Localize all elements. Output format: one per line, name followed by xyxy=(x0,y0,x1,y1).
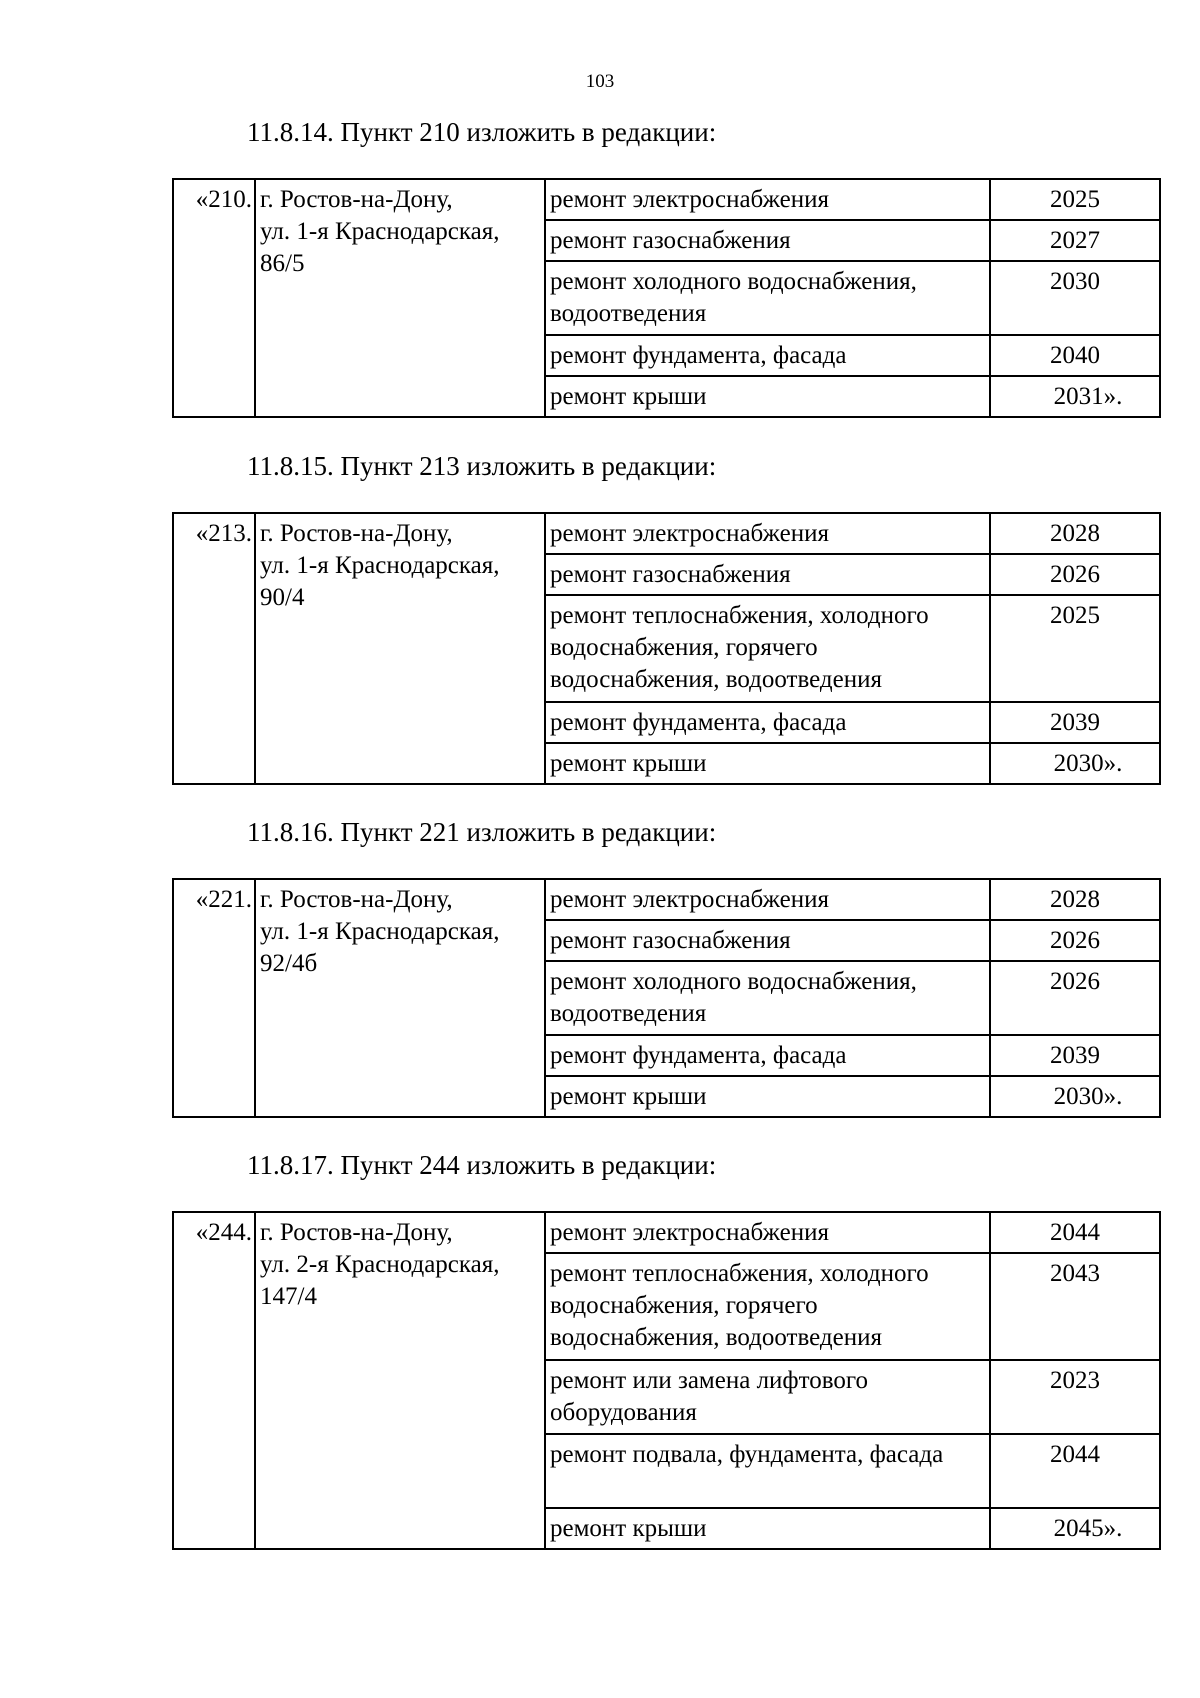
work-type: ремонт электроснабжения xyxy=(545,879,990,920)
work-type: ремонт крыши xyxy=(545,1076,990,1117)
table-row xyxy=(173,879,1160,920)
work-type: ремонт газоснабжения xyxy=(545,920,990,961)
work-year: 2030». xyxy=(1053,750,1123,777)
work-type: ремонт холодного водоснабжения, водоотведения xyxy=(545,261,990,335)
work-year: 2026 xyxy=(990,920,1160,961)
work-year-cell xyxy=(990,1508,1160,1549)
address-city: г. Ростов-на-Дону, xyxy=(260,886,453,913)
work-year-cell xyxy=(990,1076,1160,1117)
item-number: «244. xyxy=(173,1212,255,1549)
work-type: ремонт электроснабжения xyxy=(545,179,990,220)
work-year-cell xyxy=(990,743,1160,784)
work-type: ремонт фундамента, фасада xyxy=(545,335,990,376)
work-year: 2026 xyxy=(990,554,1160,595)
item-number: «221. xyxy=(173,879,255,1117)
work-year: 2039 xyxy=(990,1035,1160,1076)
item-number: «213. xyxy=(173,513,255,784)
address-cell xyxy=(255,179,545,417)
amendment-table xyxy=(172,512,1161,785)
work-type: ремонт фундамента, фасада xyxy=(545,1035,990,1076)
table-row xyxy=(173,513,1160,554)
section-heading: 11.8.17. Пункт 244 изложить в редакции: xyxy=(247,1150,717,1180)
address-building: 86/5 xyxy=(260,250,305,277)
work-year: 2044 xyxy=(990,1212,1160,1253)
work-year: 2030». xyxy=(1053,1083,1123,1110)
table-row xyxy=(173,1212,1160,1253)
address-city: г. Ростов-на-Дону, xyxy=(260,520,453,547)
work-type: ремонт или замена лифтового оборудования xyxy=(545,1360,990,1434)
amendment-table xyxy=(172,1211,1161,1550)
work-year: 2027 xyxy=(990,220,1160,261)
page-number: 103 xyxy=(585,71,615,92)
work-year: 2040 xyxy=(990,335,1160,376)
section-heading: 11.8.14. Пункт 210 изложить в редакции: xyxy=(247,117,717,147)
address-city: г. Ростов-на-Дону, xyxy=(260,186,453,213)
address-street: ул. 2-я Краснодарская, xyxy=(260,1251,500,1278)
work-year: 2045». xyxy=(1053,1515,1123,1542)
work-type: ремонт фундамента, фасада xyxy=(545,702,990,743)
address-building: 90/4 xyxy=(260,584,305,611)
work-year: 2026 xyxy=(990,961,1160,1035)
amendment-table xyxy=(172,878,1161,1118)
work-type: ремонт теплоснабжения, холодного водоснабжения, горячего водоснабжения, водоотведения xyxy=(545,595,990,702)
address-building: 147/4 xyxy=(260,1283,317,1310)
work-year: 2044 xyxy=(990,1434,1160,1508)
work-year: 2043 xyxy=(990,1253,1160,1360)
address-street: ул. 1-я Краснодарская, xyxy=(260,218,500,245)
work-year: 2039 xyxy=(990,702,1160,743)
work-type: ремонт газоснабжения xyxy=(545,554,990,595)
section-heading: 11.8.15. Пункт 213 изложить в редакции: xyxy=(247,451,717,481)
address-street: ул. 1-я Краснодарская, xyxy=(260,552,500,579)
work-type: ремонт холодного водоснабжения, водоотведения xyxy=(545,961,990,1035)
work-year: 2030 xyxy=(990,261,1160,335)
address-city: г. Ростов-на-Дону, xyxy=(260,1219,453,1246)
work-year-cell xyxy=(990,376,1160,417)
amendment-table xyxy=(172,178,1161,418)
work-type: ремонт подвала, фундамента, фасада xyxy=(545,1434,990,1508)
work-year: 2025 xyxy=(990,595,1160,702)
work-type: ремонт газоснабжения xyxy=(545,220,990,261)
section-heading: 11.8.16. Пункт 221 изложить в редакции: xyxy=(247,817,717,847)
work-type: ремонт электроснабжения xyxy=(545,1212,990,1253)
work-type: ремонт электроснабжения xyxy=(545,513,990,554)
work-year: 2031». xyxy=(1053,383,1123,410)
item-number: «210. xyxy=(173,179,255,417)
work-year: 2028 xyxy=(990,879,1160,920)
address-cell xyxy=(255,1212,545,1549)
work-year: 2023 xyxy=(990,1360,1160,1434)
work-type: ремонт крыши xyxy=(545,743,990,784)
work-year: 2028 xyxy=(990,513,1160,554)
address-building: 92/4б xyxy=(260,950,318,977)
work-type: ремонт крыши xyxy=(545,376,990,417)
table-row xyxy=(173,179,1160,220)
address-street: ул. 1-я Краснодарская, xyxy=(260,918,500,945)
work-type: ремонт крыши xyxy=(545,1508,990,1549)
work-type: ремонт теплоснабжения, холодного водоснабжения, горячего водоснабжения, водоотведения xyxy=(545,1253,990,1360)
work-year: 2025 xyxy=(990,179,1160,220)
address-cell xyxy=(255,879,545,1117)
address-cell xyxy=(255,513,545,784)
